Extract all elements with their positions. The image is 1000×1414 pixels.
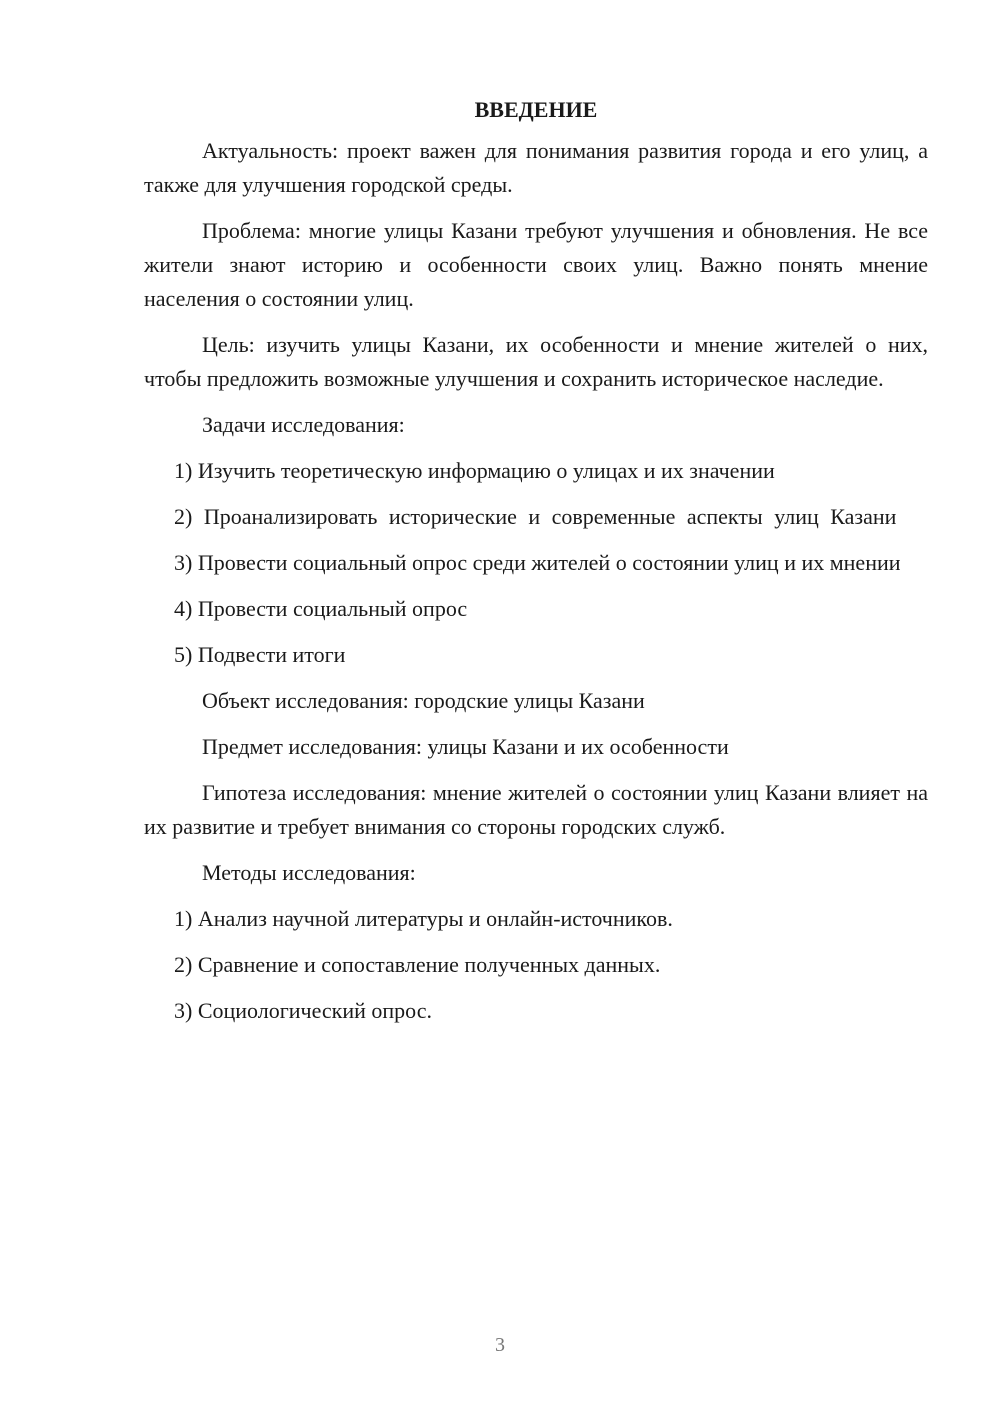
- relevance-paragraph: Актуальность: проект важен для понимания развития города и его улиц, а также для улучшения городской среды.: [144, 138, 928, 197]
- methods-list: [144, 902, 928, 1028]
- task-item: 3) Провести социальный опрос среди жителей о состоянии улиц и их мнении: [174, 550, 901, 575]
- task-item: 5) Подвести итоги: [174, 642, 346, 667]
- task-item: 2) Проанализировать исторические и современные аспекты улиц Казани: [174, 504, 897, 529]
- hypothesis-paragraph: Гипотеза исследования: мнение жителей о состоянии улиц Казани влияет на их развитие и требует внимания со стороны городских служб.: [144, 780, 928, 839]
- method-item: 1) Анализ научной литературы и онлайн-источников.: [174, 906, 673, 931]
- method-item: 2) Сравнение и сопоставление полученных данных.: [174, 952, 661, 977]
- section-title: ВВЕДЕНИЕ: [474, 97, 598, 122]
- task-item: 1) Изучить теоретическую информацию о улицах и их значении: [174, 458, 775, 483]
- task-item: 4) Провести социальный опрос: [174, 596, 468, 621]
- goal-paragraph: Цель: изучить улицы Казани, их особенности и мнение жителей о них, чтобы предложить возможные улучшения и сохранить историческое наследие.: [144, 332, 928, 391]
- tasks-list: [144, 454, 928, 672]
- tasks-heading: Задачи исследования:: [202, 412, 405, 437]
- object-paragraph: Объект исследования: городские улицы Казани: [202, 688, 645, 713]
- subject-paragraph: Предмет исследования: улицы Казани и их особенности: [202, 734, 729, 759]
- method-item: 3) Социологический опрос.: [174, 998, 432, 1023]
- page-number: 3: [495, 1334, 505, 1356]
- document-page: [144, 96, 928, 1040]
- problem-paragraph: Проблема: многие улицы Казани требуют улучшения и обновления. Не все жители знают историю и особенности своих улиц. Важно понять мнение населения о состоянии улиц.: [144, 218, 928, 311]
- methods-heading: Методы исследования:: [202, 860, 416, 885]
